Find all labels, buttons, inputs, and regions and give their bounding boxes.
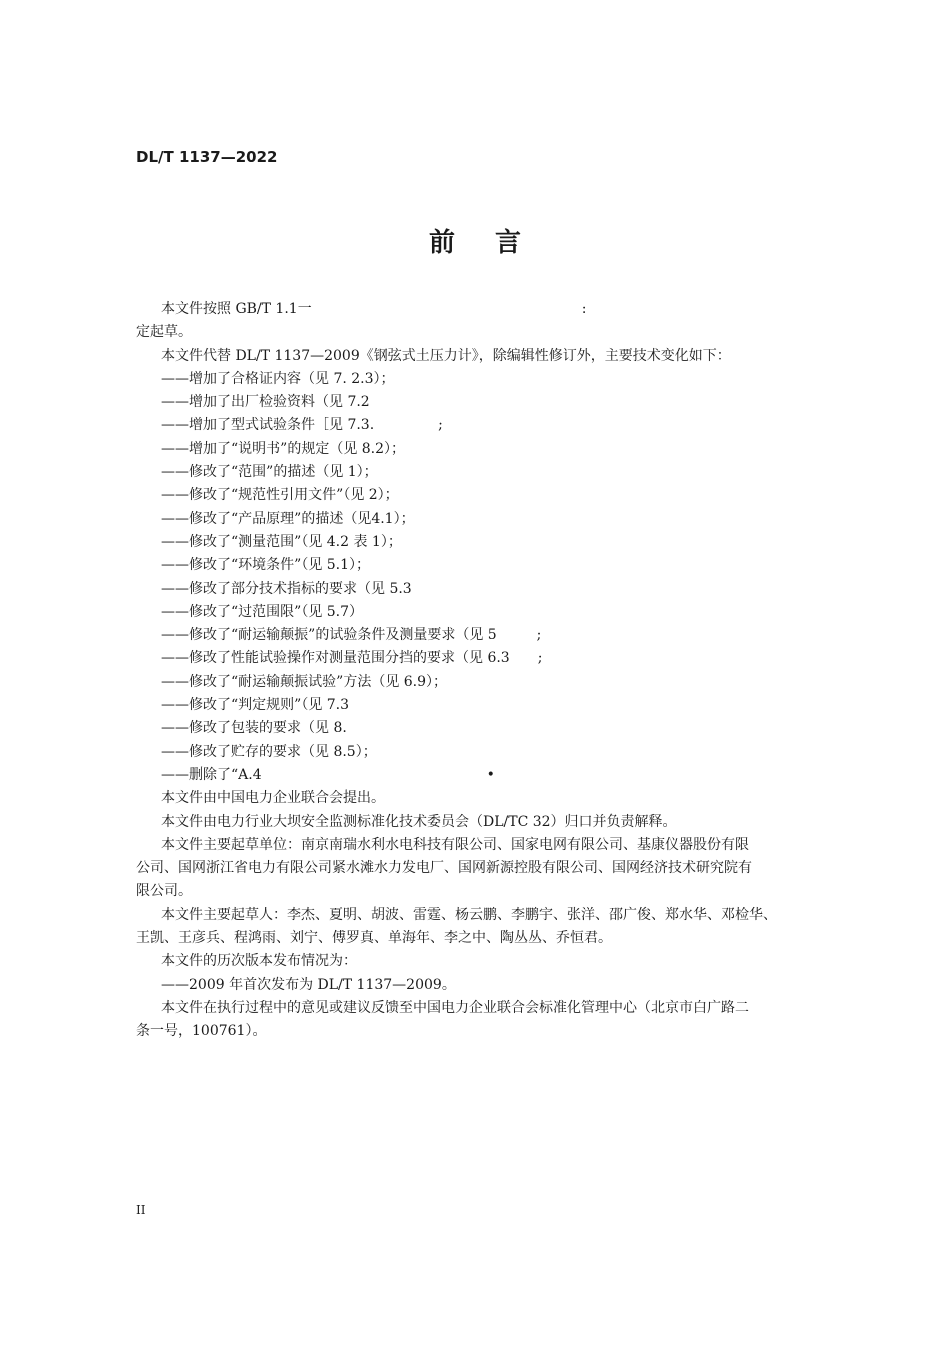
change-item-text: ——修改了贮存的要求（见 8.5）； bbox=[161, 743, 377, 760]
change-item-text: ——增加了合格证内容（见 7. 2.3）； bbox=[161, 370, 395, 387]
change-item-text: ——修改了“范围”的描述（见 1）； bbox=[161, 464, 378, 481]
change-item bbox=[136, 368, 836, 391]
paragraph-standard-basis bbox=[136, 298, 836, 321]
paragraph-feedback-2: 条一号，100761）。 bbox=[136, 1023, 267, 1040]
paragraph-mark: : bbox=[581, 301, 587, 317]
change-item bbox=[136, 414, 836, 437]
change-item bbox=[136, 694, 836, 717]
paragraph-replacement: 本文件代替 DL/T 1137—2009《钢弦式土压力计》，除编辑性修订外，主要技术变化如下： bbox=[161, 347, 731, 364]
paragraph-standard-basis-cont: 定起草。 bbox=[136, 324, 192, 341]
change-item-text: ——修改了“过范围限”（见 5.7） bbox=[161, 603, 364, 620]
change-item bbox=[136, 624, 836, 647]
change-item bbox=[136, 647, 836, 670]
change-item-text: ——增加了型式试验条件［见 7.3. bbox=[161, 417, 375, 434]
paragraph-units-1: 本文件主要起草单位：南京南瑞水利水电科技有限公司、国家电网有限公司、基康仪器股份有限 bbox=[161, 836, 749, 853]
change-item bbox=[136, 717, 836, 740]
change-item bbox=[136, 438, 836, 461]
change-item-text: ——修改了“耐运输颠振”的试验条件及测量要求（见 5 bbox=[161, 627, 497, 644]
change-item bbox=[136, 764, 836, 787]
paragraph-proposer: 本文件由中国电力企业联合会提出。 bbox=[161, 790, 385, 807]
change-item bbox=[136, 554, 836, 577]
change-item bbox=[136, 578, 836, 601]
change-item-text: ——增加了“说明书”的规定（见 8.2）； bbox=[161, 440, 406, 457]
change-item-text: ——删除了“A.4 bbox=[161, 766, 262, 783]
page-title: 前言 bbox=[428, 228, 561, 258]
paragraph-units-3: 限公司。 bbox=[136, 883, 192, 900]
change-item-mark: • bbox=[486, 766, 495, 783]
paragraph-drafters-1: 本文件主要起草人：李杰、夏明、胡波、雷霆、杨云鹏、李鹏宇、张洋、邵广俊、郑水华、邓检华、 bbox=[161, 906, 777, 923]
changes-list bbox=[136, 368, 836, 787]
change-item-text: ——修改了“判定规则”（见 7.3 bbox=[161, 697, 350, 714]
paragraph-history-item: ——2009 年首次发布为 DL/T 1137—2009。 bbox=[161, 976, 456, 993]
change-item bbox=[136, 461, 836, 484]
document-code: DL/T 1137—2022 bbox=[136, 148, 278, 166]
change-item bbox=[136, 671, 836, 694]
paragraph-committee: 本文件由电力行业大坝安全监测标准化技术委员会（DL/TC 32）归口并负责解释。 bbox=[161, 813, 677, 830]
change-item-mark: ; bbox=[536, 627, 542, 644]
change-item-mark: ; bbox=[537, 650, 543, 667]
change-item bbox=[136, 531, 836, 554]
change-item-text: ——修改了“环境条件”（见 5.1）； bbox=[161, 557, 371, 574]
foreword-body bbox=[136, 298, 836, 1044]
change-item bbox=[136, 601, 836, 624]
change-item-text: ——修改了“测量范围”（见 4.2 表 1）； bbox=[161, 533, 402, 550]
change-item-text: ——修改了包装的要求（见 8. bbox=[161, 720, 347, 737]
paragraph-history: 本文件的历次版本发布情况为： bbox=[161, 953, 357, 970]
change-item-mark: ; bbox=[438, 417, 443, 434]
change-item-text: ——修改了“产品原理”的描述（见4.1）； bbox=[161, 510, 415, 527]
change-item bbox=[136, 391, 836, 414]
change-item-text: ——修改了“耐运输颠振试验”方法（见 6.9）； bbox=[161, 673, 448, 690]
change-item-text: ——增加了出厂检验资料（见 7.2 bbox=[161, 394, 370, 411]
paragraph-units-2: 公司、国网浙江省电力有限公司紧水滩水力发电厂、国网新源控股有限公司、国网经济技术研究院有 bbox=[136, 860, 752, 877]
change-item-text: ——修改了性能试验操作对测量范围分挡的要求（见 6.3 bbox=[161, 650, 510, 667]
paragraph-text: 本文件按照 GB/T 1.1一 bbox=[161, 301, 312, 317]
page-number: II bbox=[136, 1203, 146, 1217]
paragraph-feedback-1: 本文件在执行过程中的意见或建议反馈至中国电力企业联合会标准化管理中心（北京市白广路二 bbox=[161, 999, 749, 1016]
paragraph-drafters-2: 王凯、王彦兵、程鸿雨、刘宁、傅罗真、单海年、李之中、陶丛丛、乔恒君。 bbox=[136, 930, 612, 947]
change-item bbox=[136, 741, 836, 764]
change-item-text: ——修改了“规范性引用文件”（见 2）； bbox=[161, 487, 399, 504]
change-item-text: ——修改了部分技术指标的要求（见 5.3 bbox=[161, 580, 412, 597]
change-item bbox=[136, 484, 836, 507]
change-item bbox=[136, 508, 836, 531]
